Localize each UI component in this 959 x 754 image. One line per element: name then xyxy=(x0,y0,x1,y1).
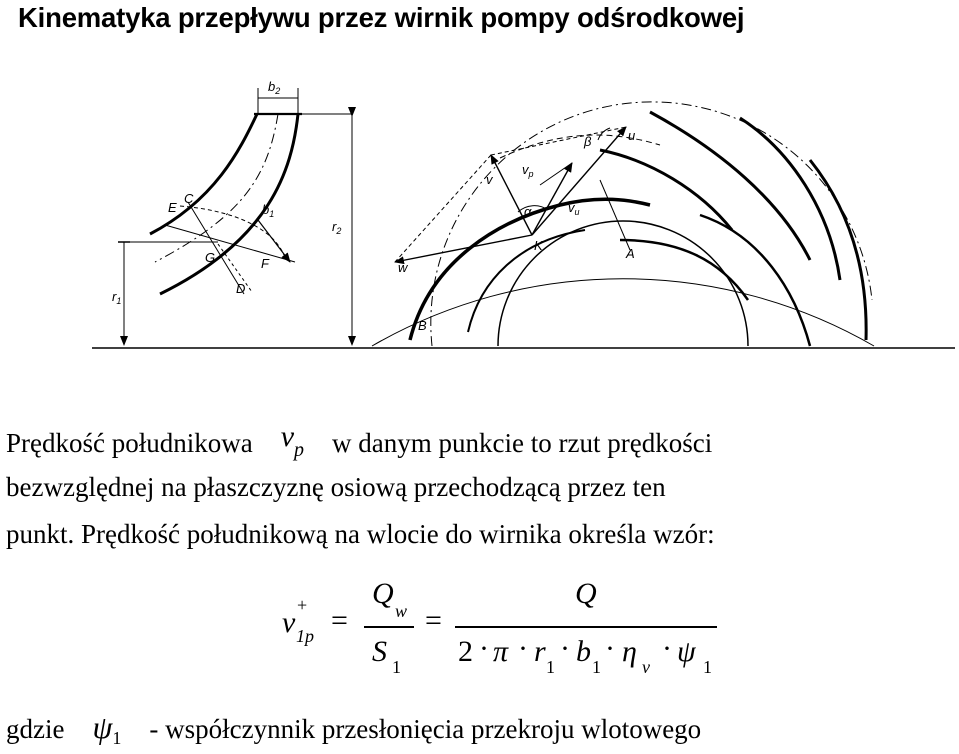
label-r2: $r_2$ xyxy=(332,219,342,236)
label-b1: $b_1$ xyxy=(262,202,275,219)
label-beta: β xyxy=(584,134,592,149)
fraction-bar-2 xyxy=(455,626,717,628)
text-line-1: Prędkość południkowa vp w danym punkcie to rzut prędkości xyxy=(6,420,713,461)
outer-shroud-curve xyxy=(150,114,257,234)
label-v: v xyxy=(486,172,493,187)
text-line-3: punkt. Prędkość południkową na wlocie do wirnika określa wzór: xyxy=(6,519,715,549)
vector-vp xyxy=(532,163,572,235)
blade xyxy=(740,118,840,280)
label-E: E xyxy=(168,200,177,215)
label-alpha: α xyxy=(524,204,532,219)
blade xyxy=(810,160,866,340)
label-u: u xyxy=(628,128,636,143)
label-K: K xyxy=(534,238,543,253)
label-vu: $v_u$ xyxy=(568,200,580,217)
label-b2: $b_2$ xyxy=(268,79,281,96)
label-C: C xyxy=(184,191,194,206)
label-r1: $r_1$ xyxy=(112,289,122,306)
label-G: G xyxy=(205,250,216,265)
fraction-bar-1 xyxy=(364,626,414,628)
blade xyxy=(410,199,650,340)
blade xyxy=(600,150,732,230)
hub-curve xyxy=(160,114,298,294)
footer-definition: gdzie $\psi_1$ - współczynnik przesłonięcia przekroju wlotowego xyxy=(6,709,702,748)
blade xyxy=(620,240,748,300)
blade xyxy=(468,230,585,332)
text-line-2: bezwzględnej na płaszczyznę osiową przechodzącą przez ten xyxy=(6,472,666,502)
blade xyxy=(650,112,810,260)
label-vp: $v_p$ xyxy=(522,162,534,179)
label-F: F xyxy=(261,256,269,271)
label-D: D xyxy=(236,281,246,296)
label-A: A xyxy=(626,246,635,261)
label-w: w xyxy=(398,260,408,275)
page-title: Kinematyka przepływu przez wirnik pompy odśrodkowej xyxy=(18,2,745,33)
label-B: B xyxy=(418,318,427,333)
